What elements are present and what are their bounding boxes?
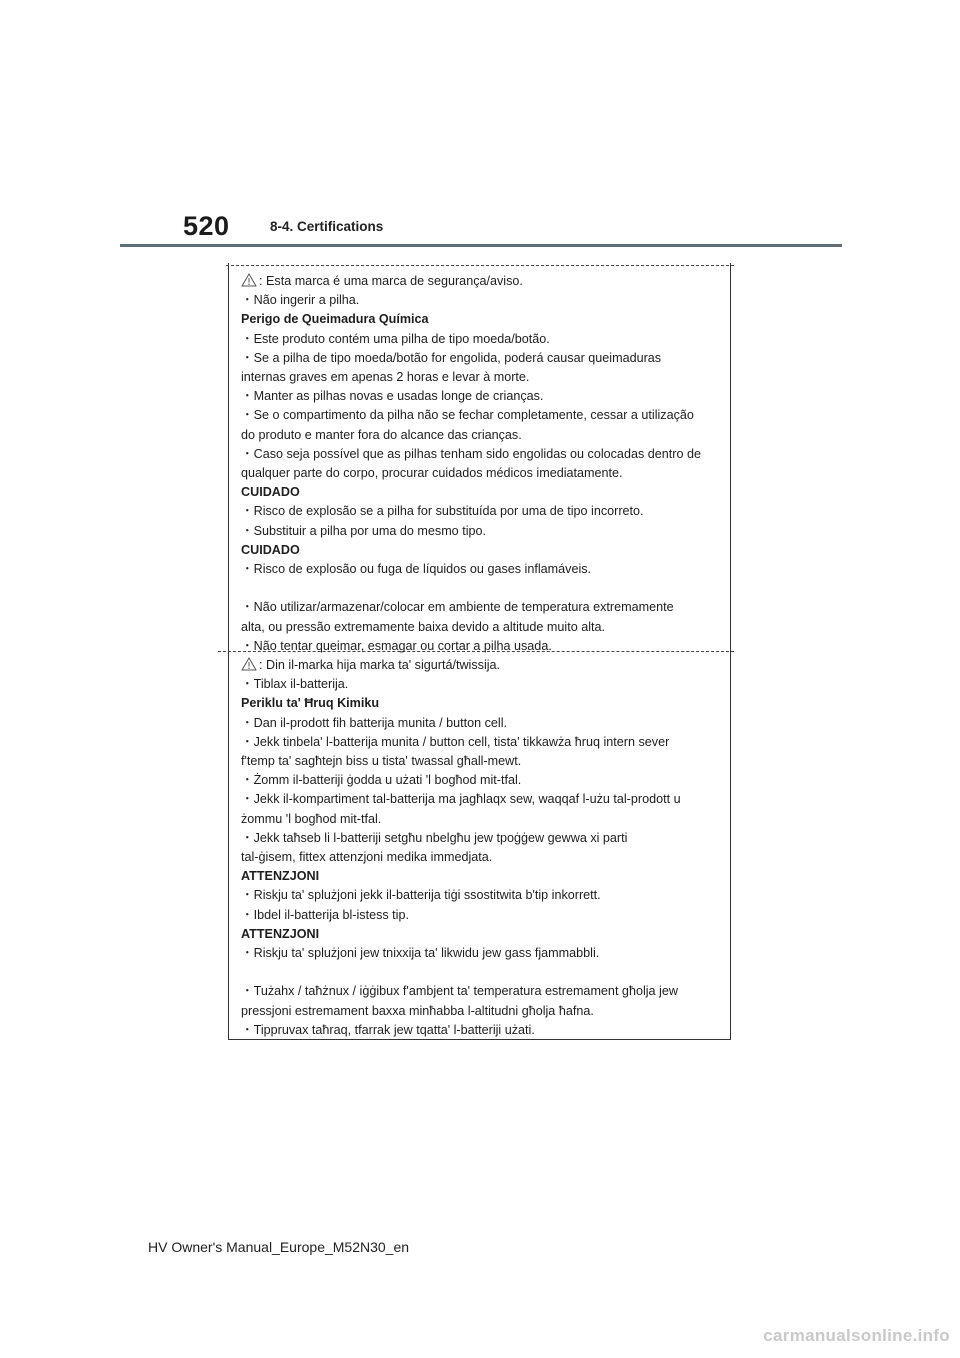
hazard-title: Perigo de Queimadura Química: [241, 312, 429, 327]
do-not-ingest: ・Tiblax il-batterija.: [241, 677, 349, 692]
text-line: ・Żomm il-batteriji ġodda u użati 'l bogħod mit-tfal.: [241, 773, 522, 788]
warning-mark-text: : Din il-marka hija marka ta' sigurtá/twissija.: [259, 658, 501, 672]
text-line: ・Manter as pilhas novas e usadas longe de crianças.: [241, 389, 544, 404]
warning-triangle-icon: [241, 273, 257, 287]
maltese-section: [241, 656, 729, 1040]
do-not-ingest: ・Não ingerir a pilha.: [241, 293, 360, 308]
text-line: ・Riskju ta' splużjoni jew tnixxija ta' likwidu jew gass fjammabbli.: [241, 946, 600, 961]
header-divider: [120, 244, 842, 247]
top-dashed-rule: [226, 265, 734, 266]
caution-heading: ATTENZJONI: [241, 926, 320, 941]
text-line: ・Ibdel il-batterija bl-istess tip.: [241, 907, 409, 922]
text-line: ・Se a pilha de tipo moeda/botão for engolida, poderá causar queimaduras: [241, 350, 662, 365]
warning-mark-line: [241, 656, 729, 675]
text-line: f'temp ta' sagħtejn biss u tista' twassal għall-mewt.: [241, 754, 522, 769]
caution-heading: CUIDADO: [241, 542, 300, 557]
text-line: żommu 'l bogħod mit-tfal.: [241, 811, 382, 826]
warning-triangle-icon: [241, 657, 257, 671]
text-line: internas graves em apenas 2 horas e levar à morte.: [241, 370, 530, 385]
text-line: ・Risco de explosão ou fuga de líquidos ou gases inflamáveis.: [241, 562, 592, 577]
spacer: [241, 963, 729, 982]
spacer: [241, 579, 729, 598]
text-line: qualquer parte do corpo, procurar cuidados médicos imediatamente.: [241, 466, 623, 481]
text-line: ・Substituir a pilha por uma do mesmo tipo.: [241, 523, 486, 538]
watermark: carmanualsonline.info: [763, 1326, 950, 1345]
text-line: do produto e manter fora do alcance das crianças.: [241, 427, 522, 442]
text-line: ・Tużahx / taħżnux / iġġibux f'ambjent ta' temperatura estremament għolja jew: [241, 984, 678, 999]
warning-mark-line: [241, 272, 729, 291]
text-line: ・Dan il-prodott fih batterija munita / button cell.: [241, 715, 507, 730]
text-line: tal-ġisem, fittex attenzjoni medika immedjata.: [241, 850, 493, 865]
text-line: ・Jekk tinbela' l-batterija munita / button cell, tista' tikkawża ħruq intern sever: [241, 734, 670, 749]
text-line: ・Caso seja possível que as pilhas tenham sido engolidas ou colocadas dentro de: [241, 446, 701, 461]
section-title: 8-4. Certifications: [270, 219, 384, 234]
text-line: alta, ou pressão extremamente baixa devido a altitude muito alta.: [241, 619, 606, 634]
text-line: ・Riskju ta' splużjoni jekk il-batterija tiġi ssostitwita b'tip inkorrett.: [241, 888, 601, 903]
text-line: ・Jekk taħseb li l-batteriji setgħu nbelgħu jew tpoġġew gewwa xi parti: [241, 830, 628, 845]
text-line: pressjoni estremament baxxa minħabba l-altitudni għolja ħafna.: [241, 1003, 594, 1018]
caution-heading: CUIDADO: [241, 485, 300, 500]
text-line: ・Não utilizar/armazenar/colocar em ambiente de temperatura extremamente: [241, 600, 674, 615]
text-line: ・Risco de explosão se a pilha for substituída por uma de tipo incorreto.: [241, 504, 644, 519]
text-line: ・Tippruvax taħraq, tfarrak jew tqatta' l-batteriji użati.: [241, 1022, 535, 1037]
text-line: ・Jekk il-kompartiment tal-batterija ma jagħlaqx sew, waqqaf l-użu tal-prodott u: [241, 792, 681, 807]
text-line: ・Não tentar queimar, esmagar ou cortar a pilha usada.: [241, 638, 552, 653]
text-line: ・Se o compartimento da pilha não se fechar completamente, cessar a utilização: [241, 408, 694, 423]
page-number: 520: [183, 211, 230, 241]
hazard-title: Periklu ta' Ħruq Kimiku: [241, 696, 380, 711]
warning-mark-text: : Esta marca é uma marca de segurança/aviso.: [259, 274, 523, 288]
text-line: ・Este produto contém uma pilha de tipo moeda/botão.: [241, 331, 550, 346]
caution-heading: ATTENZJONI: [241, 869, 320, 884]
portuguese-section: [241, 272, 729, 656]
manual-footer: HV Owner's Manual_Europe_M52N30_en: [148, 1239, 410, 1255]
